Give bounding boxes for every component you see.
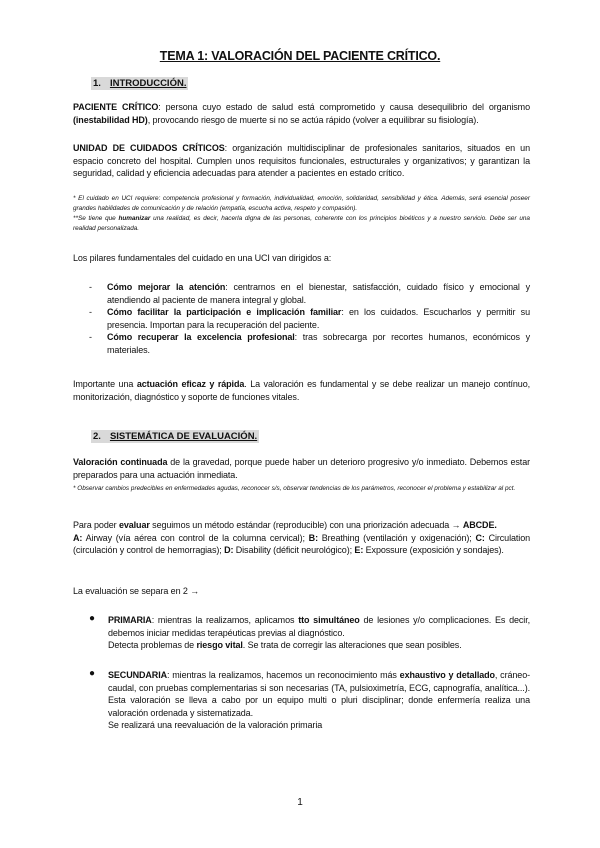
section-label: SISTEMÁTICA DE EVALUACIÓN.: [109, 431, 258, 442]
paragraph-importante: [73, 378, 530, 403]
term: E:: [354, 545, 364, 555]
page-number: 1: [297, 797, 303, 808]
text: Expossure (exposición y sondajes).: [363, 545, 504, 555]
term: Cómo recuperar la excelencia profesional: [107, 332, 295, 342]
bullet-primaria: [73, 614, 530, 652]
note-line: * El cuidado en UCI requiere: competencia profesional y formación, individualidad, emoción, solidaridad, sensibilidad y ética. Además, será esencial poseer grandes habilidades de comunicación y de relación (empatía, escucha activa, respeto y compasión).: [73, 195, 530, 212]
paragraph-uci: [73, 142, 530, 180]
term: PRIMARIA: [108, 615, 152, 625]
term: humanizar: [118, 215, 151, 222]
text: Se realizará una reevaluación de la valoración primaria: [108, 720, 323, 730]
term: tto simultáneo: [298, 615, 360, 625]
list-item: [73, 614, 530, 652]
term: B:: [308, 532, 318, 543]
paragraph-evaluacion-separa: La evaluación se separa en 2 →: [73, 586, 200, 596]
text: Importante una: [73, 379, 137, 389]
list-item: [73, 306, 530, 331]
dash-marker: -: [89, 332, 92, 342]
document-title: TEMA 1: VALORACIÓN DEL PACIENTE CRÍTICO.: [159, 49, 441, 63]
text: : mientras la realizamos, aplicamos: [151, 615, 299, 625]
note-line: [73, 214, 530, 234]
pilares-list: [73, 281, 530, 356]
text: : centrarnos en el bienestar, satisfacción, cuidado físico y emocional y atendiendo al paciente de manera integral y global.: [107, 282, 530, 305]
term: Cómo mejorar la atención: [107, 282, 226, 292]
term: UNIDAD DE CUIDADOS CRÍTICOS: [73, 143, 225, 153]
text: una realidad, es decir, hacerla digna de las personas, coherente con los principios bioéticos y a nuestro servicio. Debe ser una realidad personalizada.: [73, 215, 530, 232]
term: ABCDE.: [462, 520, 497, 530]
section-heading-sistematica: [91, 430, 259, 443]
list-item: [73, 281, 530, 306]
bullet-marker: ●: [89, 668, 95, 679]
text: **Se tiene que: [73, 215, 119, 222]
section-number: 1.: [93, 78, 101, 89]
paragraph-pilares: Los pilares fundamentales del cuidado en una UCI van dirigidos a:: [73, 253, 332, 263]
text: Circulation (circulación y control de hemorragias);: [73, 532, 531, 555]
term: actuación eficaz y rápida: [136, 379, 245, 389]
bullet-secundaria: [73, 669, 530, 732]
text: de lesiones y/o complicaciones. Es decir, debemos iniciar medidas terapéuticas previas al diagnóstico.: [108, 615, 531, 638]
text: Disability (déficit neurológico);: [233, 545, 355, 555]
list-item: [73, 669, 530, 732]
text: : organización multidisciplinar de profesionales sanitarios, situados en un espacio concreto del hospital. Cumplen unos requisitos funcionales, estructurales y organizativos; y garantizan la seguridad, calidad y eficiencia adecuadas para atender a pacientes en estado crítico.: [73, 143, 530, 178]
text: , cráneo-caudal, con pruebas complementarias si son necesarias (TA, pulsioximetría, ECG, capnografía, analítica...). Esta valoración se lleva a cabo por un equipo multi o pluri disciplinar; donde enfermería realiza una valoración ordenada y sistematizada.: [108, 670, 530, 718]
section-label: INTRODUCCIÓN.: [109, 78, 187, 89]
text: : en los cuidados. Escucharlos y permitir su presencia. Importan para la recuperación del paciente.: [107, 307, 530, 330]
text: Detecta problemas de: [108, 640, 197, 650]
text: : mientras la realizamos, hacemos un reconocimiento más: [167, 670, 400, 680]
term: SECUNDARIA: [108, 670, 168, 680]
text: , provocando riesgo de muerte si no se actúa rápido (volver a equilibrar su fisiología).: [147, 114, 479, 125]
term: evaluar: [118, 520, 150, 530]
paragraph-valoracion: [73, 456, 530, 481]
term: exhaustivo y detallado: [399, 670, 495, 680]
text: . Se trata de corregir las alteraciones que sean posibles.: [242, 640, 462, 650]
bullet-marker: ●: [89, 613, 95, 624]
text: Para poder: [73, 520, 119, 530]
term: (inestabilidad HD): [73, 114, 148, 125]
text: de la gravedad, porque puede haber un deterioro progresivo y/o inmediato. Debemos estar preparados para una actuación inmediata.: [73, 457, 531, 480]
term: Cómo facilitar la participación e implicación familiar: [107, 307, 342, 317]
term: D:: [224, 545, 234, 555]
text: : tras sobrecarga por recortes humanos, económicos y materiales.: [107, 332, 530, 355]
text: : persona cuyo estado de salud está comprometido y causa desequilibrio del organismo: [158, 102, 530, 112]
section-heading-introduccion: [91, 77, 188, 90]
term: C:: [475, 532, 485, 543]
term: PACIENTE CRÍTICO: [73, 102, 159, 112]
text: seguimos un método estándar (reproducible) con una priorización adecuada →: [149, 520, 463, 530]
paragraph-abcde: [73, 519, 530, 557]
paragraph-paciente-critico: [73, 101, 530, 126]
dash-marker: -: [89, 282, 92, 292]
dash-marker: -: [89, 307, 92, 317]
text: . La valoración es fundamental y se debe realizar un manejo contínuo, monitorización, diagnóstico y soporte de funciones vitales.: [73, 379, 531, 402]
text: Breathing (ventilación y oxigenación);: [317, 532, 476, 543]
term: riesgo vital: [196, 640, 243, 650]
list-item: [73, 331, 530, 356]
term: Valoración continuada: [73, 457, 168, 467]
term: A:: [73, 532, 83, 543]
section-number: 2.: [93, 431, 101, 442]
footnote-observar: * Observar cambios predecibles en enfermedades agudas, reconocer s/s, observar tendencias de los parámetros, reconocer el problema y estabilizar al pct.: [73, 485, 516, 492]
footnote-cuidado: [73, 194, 530, 234]
text: Airway (vía aérea con control de la columna cervical);: [82, 532, 309, 543]
